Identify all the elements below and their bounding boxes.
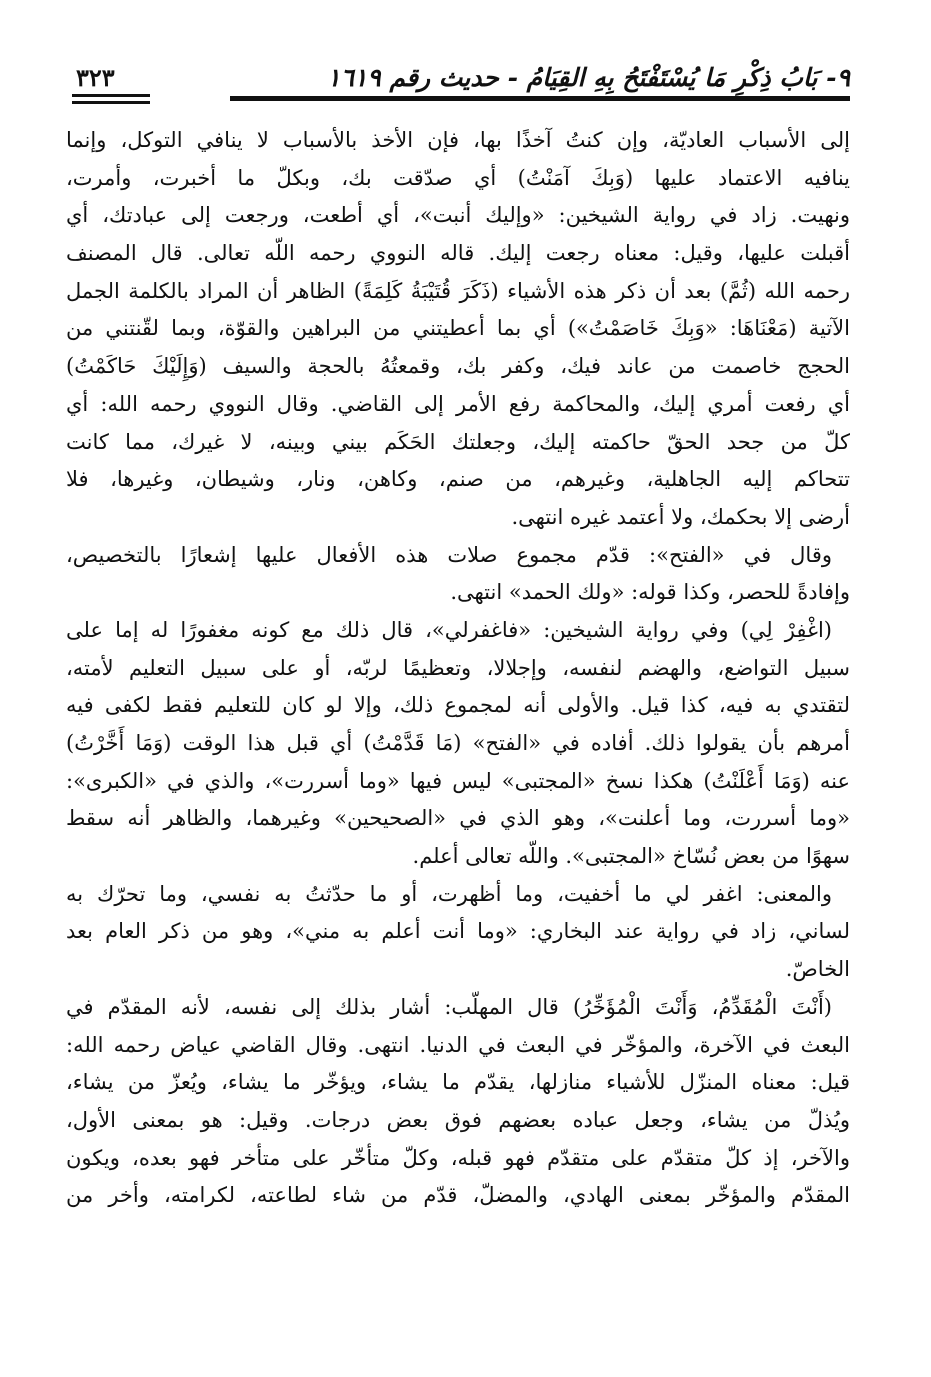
running-header	[66, 58, 850, 98]
page-number-rule-bottom	[72, 101, 150, 104]
text-line: «وما أسررت، وما أعلنت»، وهو الذي في «الصحيحين» وغيرهما، والظاهر أنه سقط	[66, 806, 850, 831]
text-line: كلّ من جحد الحقّ حاكمته إليك، وجعلتك الحَكَم بيني وبينه، لا غيرك، مما كانت	[66, 429, 850, 454]
text-line: قيل: معناه المنزّل للأشياء منازلها، يقدّم ما يشاء، ويؤخّر ما يشاء، ويُعزّ من يشاء،	[66, 1070, 850, 1095]
text-line: ونهيت. زاد في رواية الشيخين: «وإليك أنبت»، أي أطعت، ورجعت إلى عبادتك، أي	[66, 203, 850, 228]
text-line: أقبلت عليها، وقيل: معناه رجعت إليك. قاله النووي رحمه اللّه تعالى. قال المصنف	[66, 241, 850, 266]
text-line: البعث في الآخرة، والمؤخّر في البعث في الدنيا. انتهى. وقال القاضي عياض رحمه الله:	[66, 1032, 850, 1057]
text-line: رحمه الله (ثُمَّ) بعد أن ذكر هذه الأشياء (ذَكَرَ قُتَيْبَةُ كَلِمَةً) الظاهر أن المراد بالكلمة الجمل	[66, 278, 850, 303]
text-line: المقدّم والمؤخّر بمعنى الهادي، والمضلّ، قدّم من شاء لطاعته، لكرامته، وأخر من	[66, 1183, 850, 1208]
text-line: ينافيه الاعتماد عليها (وَبِكَ آمَنْتُ) أي صدّقت بك، وبكلّ ما أخبرت، وأمرت،	[66, 165, 850, 190]
text-line: أرضى إلا بحكمك، ولا أعتمد غيره انتهى.	[511, 504, 850, 529]
text-line: أمرهم بأن يقولوا ذلك. أفاده في «الفتح» (مَا قَدَّمْتُ) أي قبل هذا الوقت (وَمَا أَخَّرْتُ)	[66, 731, 850, 755]
text-line: (اغْفِرْ لِي) وفي رواية الشيخين: «فاغفرلي»، قال ذلك مع كونه مغفورًا له إما على	[66, 617, 832, 642]
header-rule	[230, 96, 850, 101]
text-line: وقال في «الفتح»: قدّم مجموع صلات هذه الأفعال عليها إشعارًا بالتخصيص،	[66, 542, 832, 567]
text-line: إلى الأسباب العاديّة، وإن كنتُ آخذًا بها، فإن الأخذ بالأسباب لا ينافي التوكل، وإنما	[66, 128, 850, 152]
text-line: سبيل التواضع، والهضم لنفسه، وإجلالا، وتعظيمًا لربّه، أو على سبيل التعليم لأمته،	[66, 655, 850, 680]
text-line: سهوًا من بعض نُسّاخ «المجتبى». واللّه تعالى أعلم.	[412, 844, 850, 869]
text-line: عنه (وَمَا أَعْلَنْتُ) هكذا نسخ «المجتبى» ليس فيها «وما أسررت»، والذي في «الكبرى»:	[66, 768, 850, 793]
text-line: والآخر، إذ كلّ متقدّم على متقدّم فهو قبله، وكلّ متأخّر على متأخر فهو بعده، ويكون	[66, 1145, 850, 1170]
text-line: وإفادةً للحصر، وكذا قوله: «ولك الحمد» انتهى.	[450, 580, 850, 605]
text-line: لساني، زاد في رواية عند البخاري: «وما أنت أعلم به مني»، وهو من ذكر العام بعد	[66, 919, 850, 944]
text-line: الخاصّ.	[785, 957, 850, 982]
text-line: الآتية (مَعْنَاهَا: «وَبِكَ خَاصَمْتُ») أي بما أعطيتني من البراهين والقوّة، وبما لقّنتني من	[66, 316, 850, 341]
text-line: الحجج خاصمت من عاند فيك، وكفر بك، وقمعتُهُ بالحجة والسيف (وَإِلَيْكَ حَاكَمْتُ)	[66, 354, 850, 379]
page-number-rule-top	[72, 94, 150, 97]
text-line: (أَنْتَ الْمُقَدِّمُ، وَأَنْتَ الْمُؤَخِّرُ) قال المهلّب: أشار بذلك إلى نفسه، لأنه المقدّم في	[66, 994, 832, 1019]
body-text	[66, 122, 850, 1352]
text-line: لتقتدي به فيه، كذا قيل. والأولى أنه لمجموع ذلك، وإلا لو كان للتعليم فقط لكفى فيه	[66, 693, 850, 718]
text-line: تتحاكم إليه الجاهلية، وغيرهم، من صنم، وكاهن، ونار، وشيطان، وغيرها، فلا	[66, 467, 850, 492]
chapter-title: ٩- بَابُ ذِكْرِ مَا يُسْتَفْتَحُ بِهِ القِيَامُ - حديث رقم ١٦١٩	[327, 63, 850, 92]
text-line: والمعنى: اغفر لي ما أخفيت، وما أظهرت، أو ما حدّثتُ به نفسي، وما تحرّك به	[66, 881, 833, 906]
text-line: ويُذلّ من يشاء، وجعل عباده بعضهم فوق بعض درجات. وقيل: هو بمعنى الأول،	[66, 1107, 850, 1132]
text-line: أي رفعت أمري إليك، والمحاكمة رفع الأمر إلى القاضي. وقال النووي رحمه الله: أي	[66, 391, 850, 416]
page-number: ٣٢٣	[76, 63, 115, 92]
